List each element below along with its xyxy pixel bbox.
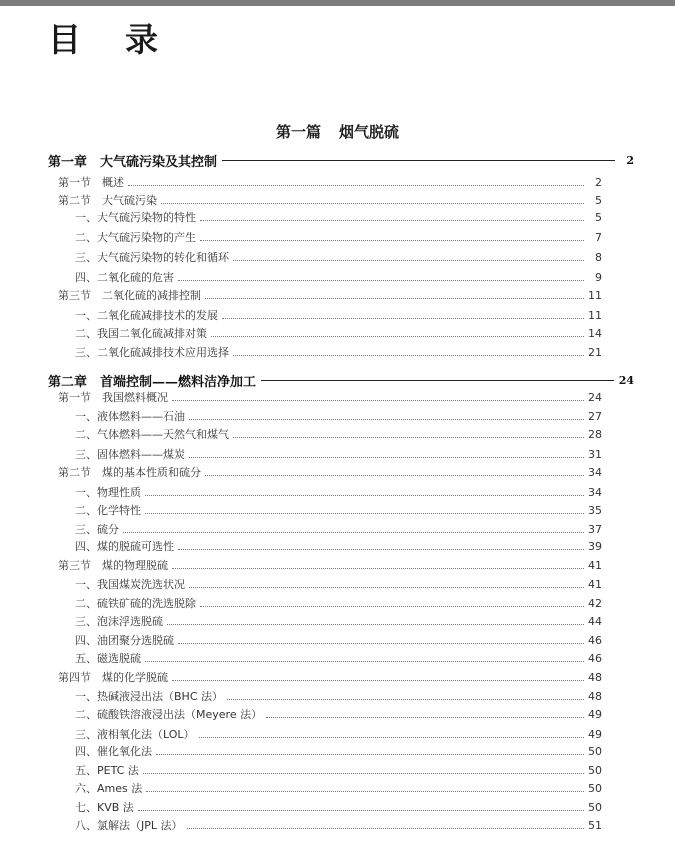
- toc-entry-title: 一、液体燃料——石油: [75, 410, 185, 423]
- toc-leader-line: [128, 185, 584, 186]
- toc-item-entry[interactable]: [75, 797, 602, 817]
- toc-leader-line: [200, 240, 584, 241]
- toc-item-entry[interactable]: [75, 760, 602, 780]
- toc-entry-title: 第二章 首端控制——燃料洁净加工: [48, 374, 257, 390]
- toc-leader-line: [146, 791, 584, 792]
- toc-section-entry[interactable]: [58, 387, 602, 407]
- toc-item-entry[interactable]: [75, 611, 602, 631]
- toc-chapter-entry[interactable]: [48, 150, 634, 170]
- toc-item-entry[interactable]: [75, 444, 602, 464]
- toc-leader-line: [178, 643, 584, 644]
- toc-leader-line: [211, 336, 584, 337]
- toc-leader-line: [261, 380, 614, 381]
- top-border-bar: [0, 0, 675, 6]
- toc-page-number: 46: [588, 651, 602, 665]
- toc-item-entry[interactable]: [75, 323, 602, 343]
- toc-item-entry[interactable]: [75, 574, 602, 594]
- toc-leader-line: [189, 457, 584, 458]
- toc-leader-line: [143, 773, 584, 774]
- toc-page-number: 42: [588, 596, 602, 610]
- toc-leader-line: [161, 203, 584, 204]
- toc-page-number: 50: [588, 744, 602, 758]
- toc-entry-title: 四、煤的脱硫可选性: [75, 540, 174, 553]
- toc-item-entry[interactable]: [75, 406, 602, 426]
- toc-entry-title: 七、KVB 法: [75, 801, 134, 814]
- toc-entry-title: 第二节 煤的基本性质和硫分: [58, 466, 201, 479]
- toc-section-entry[interactable]: [58, 555, 602, 575]
- toc-entry-title: 一、热碱液浸出法（BHC 法）: [75, 690, 223, 703]
- toc-page-number: 49: [588, 707, 602, 721]
- toc-page-number: 35: [588, 503, 602, 517]
- page-title: 目录: [48, 20, 202, 59]
- toc-page-number: 39: [588, 539, 602, 553]
- toc-item-entry[interactable]: [75, 207, 602, 227]
- part-number: 第一篇: [275, 123, 321, 141]
- toc-page-number: 44: [588, 614, 602, 628]
- toc-section-entry[interactable]: [58, 172, 602, 192]
- toc-page-number: 2: [626, 153, 634, 167]
- toc-entry-title: 四、二氧化硫的危害: [75, 271, 174, 284]
- toc-item-entry[interactable]: [75, 741, 602, 761]
- toc-leader-line: [156, 754, 584, 755]
- toc-leader-line: [178, 549, 584, 550]
- toc-item-entry[interactable]: [75, 536, 602, 556]
- toc-entry-title: 三、固体燃料——煤炭: [75, 448, 185, 461]
- toc-leader-line: [167, 624, 584, 625]
- toc-item-entry[interactable]: [75, 482, 602, 502]
- toc-leader-line: [145, 513, 584, 514]
- toc-entry-title: 一、二氧化硫减排技术的发展: [75, 309, 218, 322]
- toc-entry-title: 三、二氧化硫减排技术应用选择: [75, 346, 229, 359]
- toc-item-entry[interactable]: [75, 778, 602, 798]
- toc-page-number: 49: [588, 727, 602, 741]
- toc-page-number: 46: [588, 633, 602, 647]
- toc-entry-title: 二、大气硫污染物的产生: [75, 231, 196, 244]
- toc-page-number: 34: [588, 485, 602, 499]
- toc-leader-line: [227, 699, 584, 700]
- toc-leader-line: [200, 220, 584, 221]
- toc-entry-title: 五、磁选脱硫: [75, 652, 141, 665]
- toc-entry-title: 四、油团聚分选脱硫: [75, 634, 174, 647]
- toc-leader-line: [189, 419, 584, 420]
- toc-page-number: 7: [595, 230, 602, 244]
- toc-page-number: 14: [588, 326, 602, 340]
- toc-entry-title: 第一章 大气硫污染及其控制: [48, 154, 218, 170]
- part-name: 烟气脱硫: [339, 123, 400, 141]
- toc-page-number: 41: [588, 577, 602, 591]
- toc-item-entry[interactable]: [75, 247, 602, 267]
- toc-leader-line: [205, 298, 584, 299]
- toc-page-number: 2: [595, 175, 602, 189]
- toc-section-entry[interactable]: [58, 462, 602, 482]
- part-title: [0, 121, 675, 142]
- toc-entry-title: 六、Ames 法: [75, 782, 143, 795]
- toc-page-number: 50: [588, 800, 602, 814]
- toc-page-number: 24: [618, 373, 634, 387]
- toc-entry-title: 三、大气硫污染物的转化和循环: [75, 251, 229, 264]
- toc-leader-line: [123, 532, 584, 533]
- toc-leader-line: [145, 495, 584, 496]
- toc-item-entry[interactable]: [75, 305, 602, 325]
- toc-entry-title: 八、氯解法（JPL 法）: [75, 819, 183, 832]
- toc-leader-line: [187, 828, 584, 829]
- toc-item-entry[interactable]: [75, 704, 602, 724]
- toc-item-entry[interactable]: [75, 267, 602, 287]
- toc-section-entry[interactable]: [58, 285, 602, 305]
- toc-leader-line: [205, 475, 584, 476]
- toc-leader-line: [138, 810, 584, 811]
- toc-leader-line: [172, 680, 584, 681]
- toc-item-entry[interactable]: [75, 342, 602, 362]
- toc-page-number: 27: [588, 409, 602, 423]
- toc-page-number: 48: [588, 670, 602, 684]
- toc-page-number: 50: [588, 763, 602, 777]
- toc-page-number: 37: [588, 522, 602, 536]
- toc-entry-title: 第一节 我国燃料概况: [58, 391, 168, 404]
- toc-entry-title: 二、化学特性: [75, 504, 141, 517]
- toc-entry-title: 第二节 大气硫污染: [58, 194, 157, 207]
- toc-entry-title: 一、我国煤炭洗选状况: [75, 578, 185, 591]
- toc-entry-title: 五、PETC 法: [75, 764, 139, 777]
- toc-leader-line: [233, 260, 584, 261]
- toc-leader-line: [222, 160, 615, 161]
- toc-entry-title: 第三节 二氧化硫的减排控制: [58, 289, 201, 302]
- toc-leader-line: [189, 587, 584, 588]
- toc-item-entry[interactable]: [75, 227, 602, 247]
- toc-leader-line: [199, 737, 584, 738]
- toc-page-number: 41: [588, 558, 602, 572]
- toc-page-number: 11: [588, 308, 602, 322]
- toc-page-number: 50: [588, 781, 602, 795]
- toc-page-number: 28: [588, 427, 602, 441]
- toc-entry-title: 二、我国二氧化硫减排对策: [75, 327, 207, 340]
- toc-leader-line: [233, 355, 584, 356]
- toc-leader-line: [200, 606, 584, 607]
- toc-page-number: 11: [588, 288, 602, 302]
- toc-item-entry[interactable]: [75, 815, 602, 835]
- toc-leader-line: [178, 280, 584, 281]
- toc-page-number: 21: [588, 345, 602, 359]
- toc-item-entry[interactable]: [75, 424, 602, 444]
- toc-entry-title: 二、气体燃料——天然气和煤气: [75, 428, 229, 441]
- toc-item-entry[interactable]: [75, 686, 602, 706]
- toc-leader-line: [145, 661, 584, 662]
- toc-entry-title: 第三节 煤的物理脱硫: [58, 559, 168, 572]
- toc-item-entry[interactable]: [75, 648, 602, 668]
- toc-entry-title: 二、硫铁矿硫的洗选脱除: [75, 597, 196, 610]
- toc-item-entry[interactable]: [75, 630, 602, 650]
- toc-entry-title: 二、硫酸铁溶液浸出法（Meyere 法）: [75, 708, 263, 721]
- toc-item-entry[interactable]: [75, 593, 602, 613]
- toc-page-number: 8: [595, 250, 602, 264]
- toc-page-number: 31: [588, 447, 602, 461]
- toc-entry-title: 三、硫分: [75, 523, 119, 536]
- toc-item-entry[interactable]: [75, 500, 602, 520]
- toc-leader-line: [172, 400, 584, 401]
- toc-page-number: 24: [588, 390, 602, 404]
- toc-leader-line: [172, 568, 584, 569]
- toc-entry-title: 三、液相氧化法（LOL）: [75, 728, 195, 741]
- toc-page-number: 5: [595, 193, 602, 207]
- toc-page-number: 51: [588, 818, 602, 832]
- toc-leader-line: [222, 318, 584, 319]
- toc-page-number: 9: [595, 270, 602, 284]
- toc-entry-title: 第四节 煤的化学脱硫: [58, 671, 168, 684]
- toc-leader-line: [233, 437, 584, 438]
- toc-entry-title: 第一节 概述: [58, 176, 124, 189]
- toc-page-number: 34: [588, 465, 602, 479]
- toc-leader-line: [266, 717, 584, 718]
- toc-section-entry[interactable]: [58, 667, 602, 687]
- toc-page-number: 48: [588, 689, 602, 703]
- toc-entry-title: 三、泡沫浮选脱硫: [75, 615, 163, 628]
- toc-entry-title: 一、大气硫污染物的特性: [75, 211, 196, 224]
- toc-entry-title: 一、物理性质: [75, 486, 141, 499]
- toc-entry-title: 四、催化氧化法: [75, 745, 152, 758]
- toc-page-number: 5: [595, 210, 602, 224]
